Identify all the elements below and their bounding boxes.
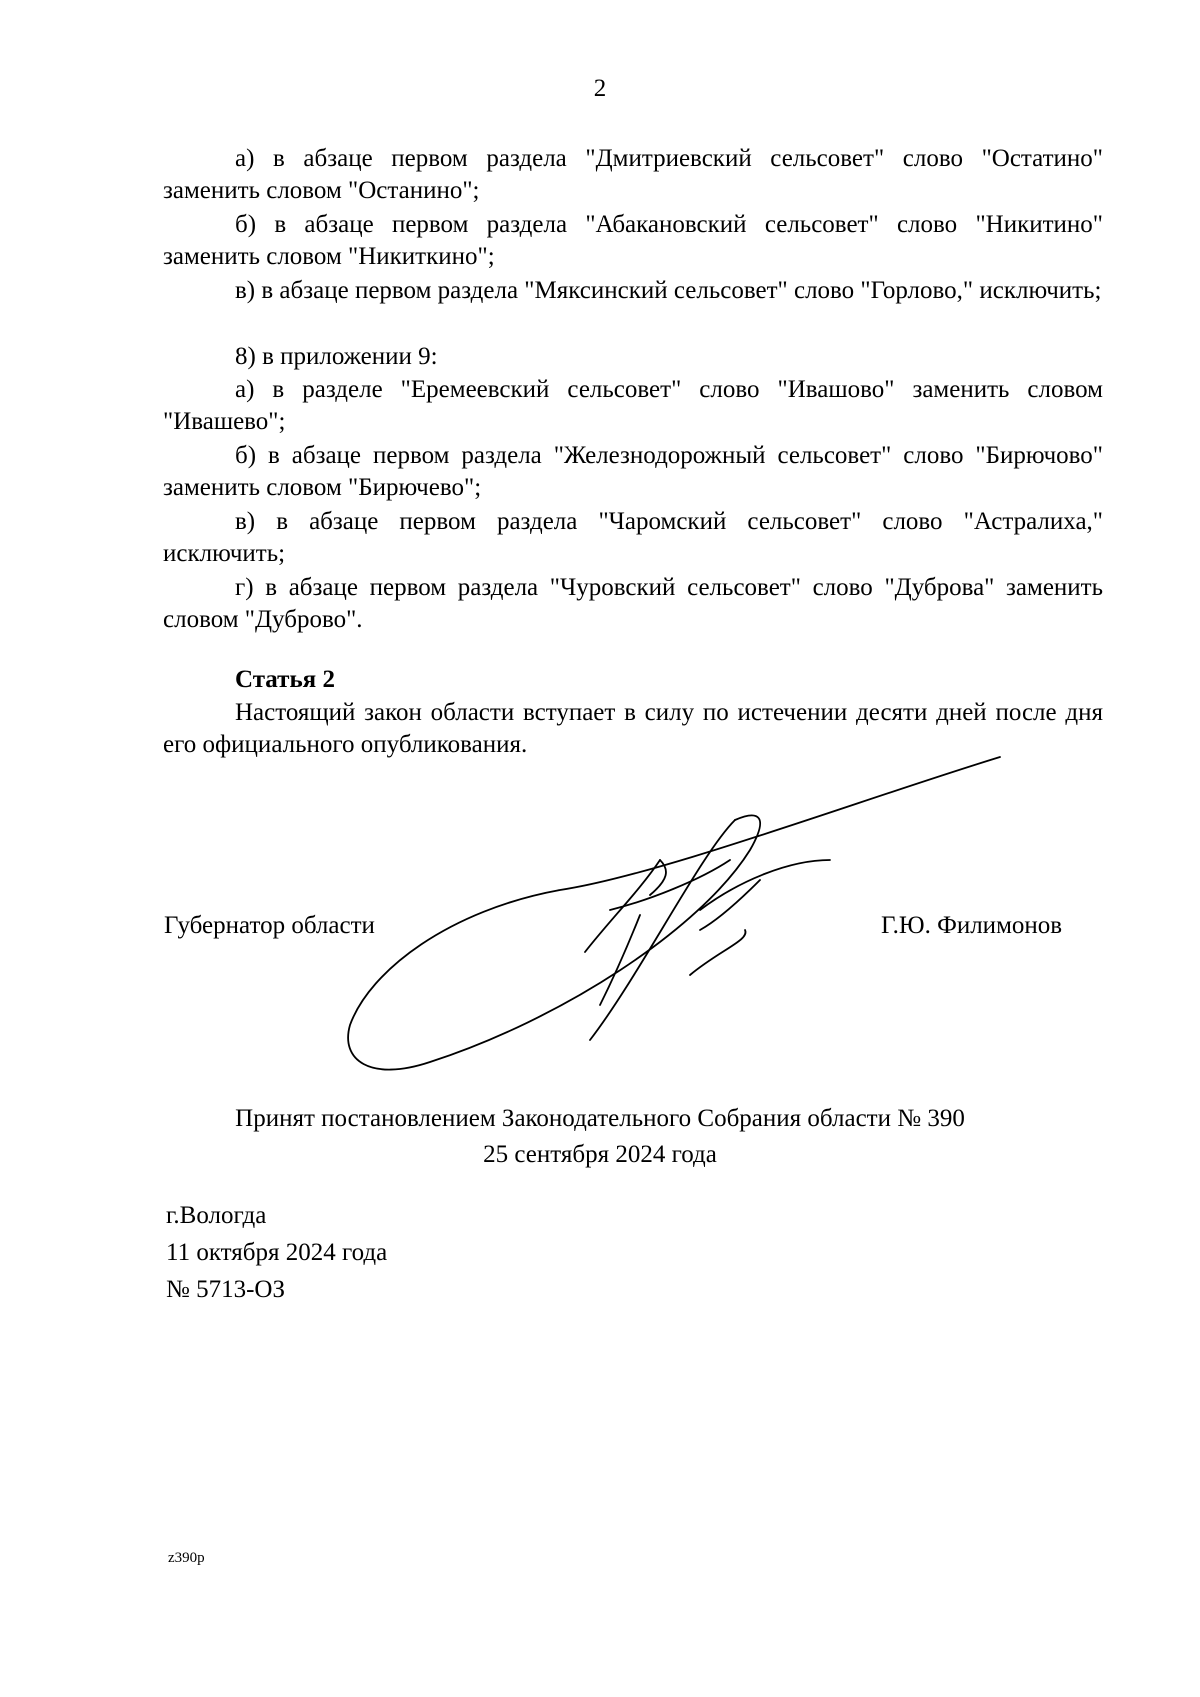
paragraph-b-abakanovsky: б) в абзаце первом раздела "Абакановский сельсовет" слово "Никитино" заменить словом "Никиткино"; bbox=[163, 211, 1103, 270]
article-heading: Статья 2 bbox=[235, 666, 335, 693]
page-number: 2 bbox=[593, 75, 607, 102]
law-number: № 5713-ОЗ bbox=[166, 1276, 286, 1303]
signer-name: Г.Ю. Филимонов bbox=[881, 912, 1063, 939]
paragraph-v-myaksinsky: в) в абзаце первом раздела "Мяксинский сельсовет" слово "Горлово," исключить; bbox=[235, 277, 1102, 304]
paragraph-a-eremeevsky: а) в разделе "Еремеевский сельсовет" слово "Ивашово" заменить словом "Ивашево"; bbox=[163, 376, 1103, 435]
paragraph-v-charomsky: в) в абзаце первом раздела "Чаромский сельсовет" слово "Астралиха," исключить; bbox=[163, 508, 1103, 567]
paragraph-item-8: 8) в приложении 9: bbox=[235, 343, 438, 370]
paragraph-b-zheleznodorozhny: б) в абзаце первом раздела "Железнодорожный сельсовет" слово "Бирючово" заменить словом "Бирючево"; bbox=[163, 442, 1103, 501]
document-code: z390p bbox=[168, 1550, 205, 1566]
signer-position: Губернатор области bbox=[164, 912, 375, 939]
adoption-line-1: Принят постановлением Законодательного Собрания области № 390 bbox=[235, 1105, 965, 1132]
signing-date: 11 октября 2024 года bbox=[166, 1239, 388, 1266]
adoption-line-2: 25 сентября 2024 года bbox=[483, 1141, 717, 1168]
city: г.Вологда bbox=[166, 1202, 267, 1229]
paragraph-g-churovsky: г) в абзаце первом раздела "Чуровский сельсовет" слово "Дуброва" заменить словом "Дуброво". bbox=[163, 574, 1103, 633]
article-text: Настоящий закон области вступает в силу по истечении десяти дней после дня его официального опубликования. bbox=[163, 699, 1103, 758]
paragraph-a-dmitrievsky: а) в абзаце первом раздела "Дмитриевский сельсовет" слово "Остатино" заменить словом "Останино"; bbox=[163, 145, 1103, 204]
